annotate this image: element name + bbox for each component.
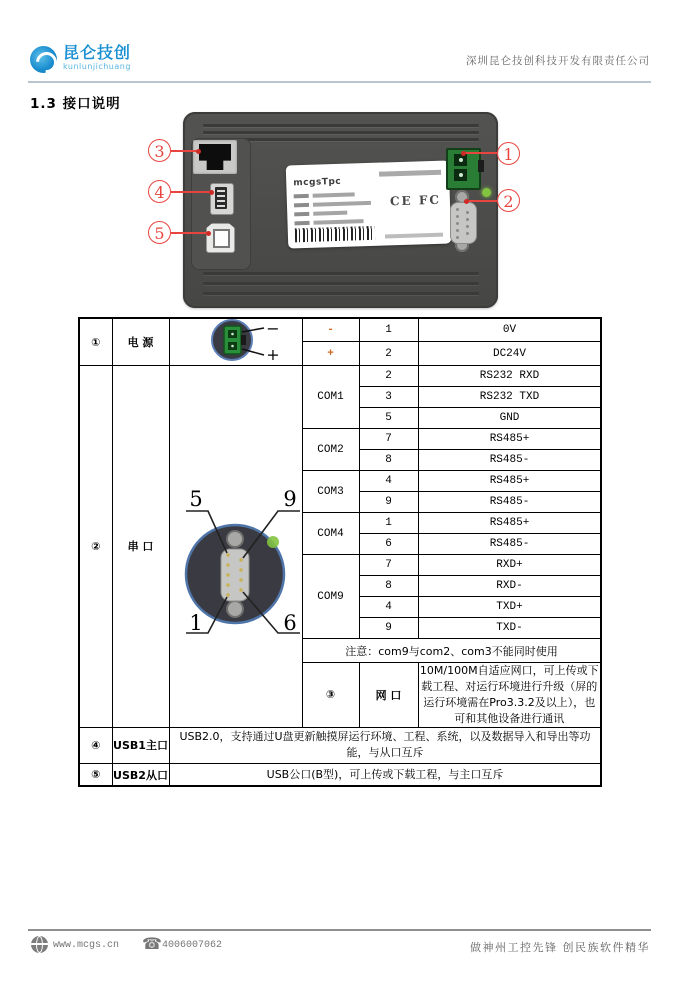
desc-cell: RXD- bbox=[418, 576, 601, 597]
logo-title: 昆仑技创 bbox=[63, 43, 132, 62]
desc-cell: RS485- bbox=[418, 492, 601, 513]
com-group: COM4 bbox=[302, 513, 359, 555]
power-terminal-diagram bbox=[170, 319, 301, 361]
header-divider bbox=[28, 81, 651, 83]
label-title-blur bbox=[379, 170, 441, 177]
section-title: 1.3 接口说明 bbox=[30, 96, 121, 112]
power-diagram bbox=[169, 318, 302, 366]
pin1-label: 1 bbox=[189, 610, 203, 635]
table-row bbox=[79, 763, 601, 786]
phone-icon: ☎ bbox=[142, 934, 162, 953]
ce-fcc-marks: CE FC bbox=[389, 192, 442, 209]
desc-cell: TXD+ bbox=[418, 597, 601, 618]
pin-cell: 4 bbox=[359, 597, 418, 618]
desc-cell: RXD+ bbox=[418, 555, 601, 576]
device-label bbox=[286, 160, 452, 248]
lan-num: ③ bbox=[302, 663, 359, 728]
pin-cell: 3 bbox=[359, 387, 418, 408]
desc-cell: RS485+ bbox=[418, 429, 601, 450]
power-num: ① bbox=[79, 318, 112, 366]
serial-name: 串 口 bbox=[112, 366, 169, 728]
pin-cell: 8 bbox=[359, 450, 418, 471]
desc-cell: RS232 RXD bbox=[418, 366, 601, 387]
bottom-groove bbox=[203, 272, 479, 275]
label-footer-blur bbox=[385, 233, 443, 239]
usb-a-slot bbox=[215, 187, 227, 209]
usb-b-port bbox=[206, 223, 235, 253]
device-rear-photo bbox=[183, 112, 498, 308]
terminal-pin bbox=[454, 154, 467, 166]
callout-line-5 bbox=[171, 232, 209, 234]
label-spec-row bbox=[294, 217, 443, 226]
power-name: 电 源 bbox=[112, 318, 169, 366]
pin-cell: 9 bbox=[359, 618, 418, 639]
pin-cell: 1 bbox=[359, 318, 418, 342]
desc-cell: TXD- bbox=[418, 618, 601, 639]
label-spec-row bbox=[294, 208, 443, 217]
footer-phone: 4006007062 bbox=[162, 940, 223, 951]
logo-subtitle: kunlunjichuang bbox=[63, 62, 131, 71]
pin-cell: 1 bbox=[359, 513, 418, 534]
status-led bbox=[482, 188, 491, 197]
bottom-groove bbox=[203, 282, 479, 285]
com-group: COM9 bbox=[302, 555, 359, 639]
desc-cell: RS485+ bbox=[418, 471, 601, 492]
pin-cell: 2 bbox=[359, 366, 418, 387]
footer-slogan: 做神州工控先锋 创民族软件精华 bbox=[470, 941, 650, 954]
com-group: COM2 bbox=[302, 429, 359, 471]
serial-num: ② bbox=[79, 366, 112, 728]
callout-3: 3 bbox=[148, 139, 171, 162]
pin-cell: 7 bbox=[359, 555, 418, 576]
callout-2: 2 bbox=[497, 189, 520, 212]
table-row bbox=[79, 727, 601, 763]
callout-5: 5 bbox=[148, 221, 171, 244]
desc-cell: RS485- bbox=[418, 450, 601, 471]
globe-icon bbox=[31, 936, 48, 953]
ethernet-port bbox=[193, 140, 237, 174]
rj45-jack-icon bbox=[199, 144, 231, 170]
swirl-shape bbox=[32, 48, 62, 78]
usb2-desc: USB公口(B型)，可上传或下载工程，与主口互斥 bbox=[169, 763, 601, 786]
minus-label: − bbox=[266, 319, 280, 338]
callout-line-2 bbox=[466, 200, 497, 202]
callout-line-1 bbox=[463, 152, 497, 154]
pin5-label: 5 bbox=[189, 486, 203, 511]
pin-cell: 9 bbox=[359, 492, 418, 513]
terminal-pin bbox=[454, 169, 467, 181]
label-brand: mcgsTpc bbox=[293, 176, 342, 189]
desc-cell: GND bbox=[418, 408, 601, 429]
bottom-groove bbox=[203, 292, 479, 295]
terminal-tab bbox=[478, 160, 484, 172]
top-groove bbox=[203, 131, 479, 134]
serial-note: 注意：com9与com2、com3不能同时使用 bbox=[302, 639, 601, 663]
desc-cell: RS485- bbox=[418, 534, 601, 555]
pin-cell: 8 bbox=[359, 576, 418, 597]
footer-website: www.mcgs.cn bbox=[53, 940, 120, 951]
plus-label: + bbox=[266, 345, 280, 361]
pin6-label: 6 bbox=[283, 610, 297, 635]
db9-pinout-diagram bbox=[170, 409, 301, 680]
lan-desc: 10M/100M自适应网口，可上传或下载工程、对运行环境进行升级（屏的运行环境需在Pro3.3.2及以上），也可和其他设备进行通讯 bbox=[418, 663, 601, 728]
signal-cell: - bbox=[302, 318, 359, 342]
logo-text bbox=[63, 45, 131, 71]
desc-cell: 0V bbox=[418, 318, 601, 342]
usb2-name: USB2从口 bbox=[112, 763, 169, 786]
table-row bbox=[79, 318, 601, 342]
pin-cell: 6 bbox=[359, 534, 418, 555]
desc-cell: RS232 TXD bbox=[418, 387, 601, 408]
footer-divider bbox=[28, 929, 651, 931]
callout-line-3 bbox=[171, 150, 199, 152]
com-group: COM1 bbox=[302, 366, 359, 429]
db9-body bbox=[450, 202, 477, 244]
lan-name: 网 口 bbox=[359, 663, 418, 728]
brand-swirl-icon bbox=[30, 46, 57, 73]
callout-4: 4 bbox=[148, 180, 171, 203]
desc-cell: RS485+ bbox=[418, 513, 601, 534]
com-group: COM3 bbox=[302, 471, 359, 513]
callout-1: 1 bbox=[497, 142, 520, 165]
interface-table bbox=[78, 317, 602, 787]
serial-diagram bbox=[169, 366, 302, 728]
usb1-num: ④ bbox=[79, 727, 112, 763]
usb2-num: ⑤ bbox=[79, 763, 112, 786]
callout-line-4 bbox=[171, 191, 212, 193]
pin-cell: 2 bbox=[359, 342, 418, 366]
usb1-desc: USB2.0，支持通过U盘更新触摸屏运行环境、工程、系统，以及数据导入和导出等功能，与从口互斥 bbox=[169, 727, 601, 763]
desc-cell: DC24V bbox=[418, 342, 601, 366]
top-groove bbox=[203, 124, 479, 127]
signal-cell: + bbox=[302, 342, 359, 366]
table-row bbox=[79, 366, 601, 387]
usb-b-slot bbox=[213, 229, 230, 248]
usb1-name: USB1主口 bbox=[112, 727, 169, 763]
barcode bbox=[295, 226, 375, 243]
pin9-label: 9 bbox=[283, 486, 297, 511]
pin-cell: 7 bbox=[359, 429, 418, 450]
usb-a-port bbox=[210, 183, 234, 215]
pin-cell: 4 bbox=[359, 471, 418, 492]
pin-cell: 5 bbox=[359, 408, 418, 429]
company-name: 深圳昆仑技创科技开发有限责任公司 bbox=[466, 55, 650, 67]
